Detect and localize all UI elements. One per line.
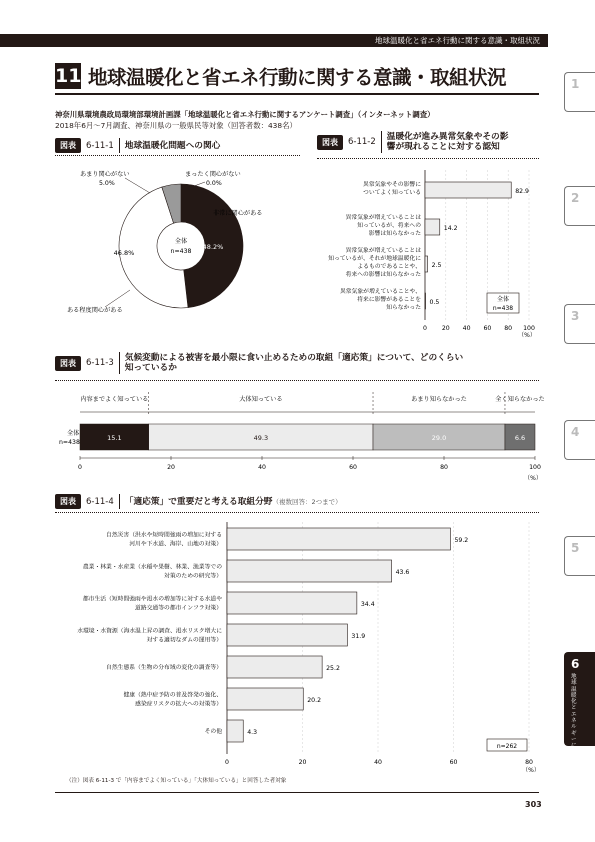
fig2-legend-l1: 全体 — [496, 296, 510, 303]
fig4-dotline — [55, 512, 539, 513]
fig1-badge: 図表 — [55, 138, 81, 153]
fig4-tick-2: 40 — [374, 759, 382, 766]
fig2-separator — [381, 131, 382, 153]
fig4-item-label-3-1: 対する適切なダムの運用等） — [146, 637, 222, 644]
fig1-label-c: あまり関心がない — [80, 171, 130, 178]
fig2-value-2: 2.5 — [431, 262, 442, 269]
fig2-item-label-3-2: 知らなかった — [386, 305, 421, 311]
fig3-number: 6-11-3 — [86, 358, 114, 368]
fig4-chart — [55, 516, 545, 776]
fig3-tick-2: 40 — [258, 464, 266, 471]
fig2-tick-2: 40 — [462, 325, 471, 332]
fig4-value-2: 34.4 — [360, 601, 375, 608]
fig2-tick-5: 100 — [523, 325, 535, 332]
section-number: 11 — [55, 65, 82, 87]
fig4-value-0: 59.2 — [454, 537, 469, 544]
fig4-value-6: 4.3 — [247, 729, 258, 736]
fig1-number: 6-11-1 — [86, 140, 114, 151]
fig1-pie — [119, 184, 243, 308]
fig1-label-b: ある程度関心がある — [67, 307, 123, 314]
fig2-value-1: 14.2 — [443, 225, 458, 232]
fig1-chart — [55, 160, 305, 320]
fig2-tick-0: 0 — [423, 325, 427, 332]
fig3-chart — [55, 384, 545, 489]
fig2-item-label-0-1: ついてよく知っている — [363, 190, 421, 196]
fig3-tick-0: 0 — [78, 464, 82, 471]
fig2-bar-2 — [425, 256, 428, 272]
fig1-dotline — [55, 155, 300, 156]
fig1-label-d: まったく関心がない — [185, 171, 241, 178]
fig4-item-label-0-0: 自然災害（洪水や短時間強雨の増加に対する — [106, 532, 222, 539]
fig3-separator — [119, 352, 120, 374]
footnote: （注）図表 6-11-3 で「内容までよく知っている」「大体知っている」と回答した者対象 — [66, 778, 287, 784]
fig1-label-a: 非常に関心がある — [213, 210, 263, 217]
fig4-unit: （%） — [522, 767, 540, 774]
fig2-badge: 図表 — [317, 135, 343, 150]
fig2-item-label-0-0: 異常気象やその影響に — [363, 182, 421, 188]
fig1-value-b: 46.8% — [113, 249, 135, 257]
fig2-tick-4: 80 — [504, 325, 513, 332]
fig4-badge: 図表 — [55, 494, 81, 509]
fig2-value-3: 0.5 — [429, 299, 440, 306]
fig4-tick-0: 0 — [225, 759, 229, 766]
side-tab-6-number: 6 — [571, 657, 580, 671]
fig4-item-label-6-0: その他 — [204, 729, 222, 735]
fig2-unit: （%） — [518, 332, 536, 339]
fig2-tick-1: 20 — [441, 325, 450, 332]
fig3-cat-0: 内容までよく知っている — [80, 396, 149, 403]
fig3-value-1: 49.3 — [253, 434, 269, 442]
fig3-row-n: n=438 — [59, 439, 80, 446]
fig1-center-label: 全体 — [174, 238, 188, 245]
fig2-item-label-3-0: 異常気象が増えていることや、 — [339, 289, 421, 295]
source-line-1: 神奈川県環境農政局環境部環境計画課「地球温暖化と省エネ行動に関するアンケート調査」（インターネット調査） — [55, 110, 435, 119]
fig1-value-c: 5.0% — [99, 180, 115, 187]
fig4-item-label-3-0: 水環境・水資源（海水温上昇の調査、渇水リスク増大に — [77, 628, 222, 635]
side-tab-5[interactable]: 5 — [564, 536, 595, 576]
page-number: 303 — [525, 800, 542, 809]
fig4-subtitle: （複数回答：2つまで） — [272, 497, 342, 506]
fig4-tick-4: 80 — [525, 759, 533, 766]
fig2-item-label-1-2: 影響は知らなかった — [368, 231, 421, 237]
fig4-value-4: 25.2 — [326, 665, 340, 672]
fig2-tick-3: 60 — [483, 325, 492, 332]
side-tab-3[interactable]: 3 — [564, 304, 595, 344]
fig2-heading — [317, 131, 508, 153]
fig1-center-n: n=438 — [170, 248, 192, 255]
fig4-item-label-1-1: 対策のための研究等） — [164, 573, 222, 580]
fig1-leader-b — [105, 290, 130, 307]
fig2-value-0: 82.9 — [515, 188, 529, 195]
fig4-heading — [55, 494, 342, 509]
fig1-separator — [119, 138, 120, 153]
fig2-bar-0 — [425, 182, 511, 198]
fig4-value-5: 20.2 — [307, 697, 322, 704]
fig1-leader-c — [125, 178, 150, 193]
fig2-item-label-2-1: 知っているが、それが地球温暖化に — [328, 256, 421, 262]
fig4-title: 「適応策」で重要だと考える取組分野（複数回答：2つまで） — [124, 496, 342, 507]
fig4-item-label-5-0: 健康（熱中症予防の普及啓発の強化、 — [123, 692, 222, 699]
fig4-bar-4 — [227, 656, 322, 678]
fig3-row-label: 全体 — [67, 430, 80, 437]
fig4-item-label-2-1: 道路交通等の都市インフラ対策） — [135, 605, 222, 612]
fig1-title: 地球温暖化問題への関心 — [124, 140, 221, 151]
fig4-bar-5 — [227, 688, 303, 710]
fig4-separator — [119, 494, 120, 509]
fig4-item-label-2-0: 都市生活（短時間強雨や渇水の増加等に対する水道や — [82, 596, 222, 603]
fig3-cat-2: あまり知らなかった — [411, 396, 467, 403]
fig3-dotline — [55, 380, 539, 381]
fig2-legend-l2: n=438 — [492, 305, 514, 312]
fig3-cat-3: 全く知らなかった — [495, 396, 545, 403]
fig4-bar-0 — [227, 528, 450, 550]
fig2-item-label-1-1: 知っているが、将来への — [357, 223, 421, 229]
fig4-item-label-0-1: 河川や下水道、海岸、山地の対策） — [129, 541, 222, 548]
fig4-bar-2 — [227, 592, 357, 614]
fig2-item-label-2-0: 異常気象が増えていることは — [345, 248, 421, 254]
fig2-chart — [317, 162, 545, 347]
fig3-tick-5: 100 — [529, 464, 541, 471]
fig3-badge: 図表 — [55, 356, 81, 371]
fig4-legend: n=262 — [496, 743, 518, 750]
side-tab-4[interactable]: 4 — [564, 420, 595, 460]
fig4-number: 6-11-4 — [86, 496, 114, 507]
title-rule — [55, 93, 539, 95]
fig2-item-label-3-1: 将来に影響があることを — [357, 297, 421, 303]
fig2-item-label-2-3: 将来への影響は知らなかった — [345, 272, 421, 278]
fig4-tick-3: 60 — [449, 759, 458, 766]
fig4-tick-1: 20 — [298, 759, 307, 766]
fig3-value-0: 15.1 — [107, 434, 122, 442]
fig3-value-3: 6.6 — [514, 434, 526, 442]
fig3-heading — [55, 352, 463, 374]
fig2-dotline — [317, 158, 539, 159]
fig3-tick-4: 80 — [440, 464, 448, 471]
fig2-bar-3 — [425, 293, 426, 309]
fig4-item-label-5-1: 感染症リスクの拡大への対策等） — [135, 701, 222, 708]
fig4-item-label-1-0: 農業・林業・水産業（水稲や果樹、林業、漁業等での — [82, 564, 222, 571]
fig4-bar-1 — [227, 560, 392, 582]
footer-rule — [55, 792, 539, 793]
fig2-item-label-1-0: 異常気象が増えていることは — [345, 215, 421, 221]
fig3-tick-1: 20 — [167, 464, 175, 471]
side-tab-6-label: 地球温暖化とエネルギーに関する意識 — [571, 674, 577, 781]
fig2-title: 温暖化が進み異常気象やその影 響が現れることに対する認知 — [386, 132, 509, 152]
fig4-bar-3 — [227, 624, 347, 646]
side-tab-2[interactable]: 2 — [564, 186, 595, 226]
fig2-item-label-2-2: よるものであることや、 — [357, 264, 421, 270]
fig3-unit: （%） — [524, 475, 542, 482]
fig4-value-1: 43.6 — [395, 569, 410, 576]
fig1-value-a: 48.2% — [202, 243, 224, 251]
fig4-bar-6 — [227, 720, 243, 742]
fig1-value-d: 0.0% — [206, 180, 222, 187]
side-tab-6[interactable] — [564, 652, 595, 781]
fig3-value-2: 29.0 — [431, 434, 447, 442]
fig2-number: 6-11-2 — [348, 137, 376, 147]
fig1-heading — [55, 138, 220, 153]
fig4-item-label-4-0: 自然生態系（生物の分布域の変化の調査等） — [106, 665, 222, 671]
side-tab-1[interactable]: 1 — [564, 72, 595, 112]
fig3-cat-1: 大体知っている — [239, 396, 283, 403]
fig3-tick-3: 60 — [349, 464, 357, 471]
fig3-title: 気候変動による被害を最小限に食い止めるための取組「適応策」について、どのくらい 知っているか — [124, 353, 464, 373]
fig2-bar-1 — [425, 219, 440, 235]
fig4-value-3: 31.9 — [351, 633, 366, 640]
source-line-2: 2018年6月～7月調査、神奈川県の一般県民等対象（回答者数：438名） — [55, 121, 297, 130]
page-title: 地球温暖化と省エネ行動に関する意識・取組状況 — [88, 66, 507, 89]
running-header: 地球温暖化と省エネ行動に関する意識・取組状況 — [0, 34, 548, 47]
